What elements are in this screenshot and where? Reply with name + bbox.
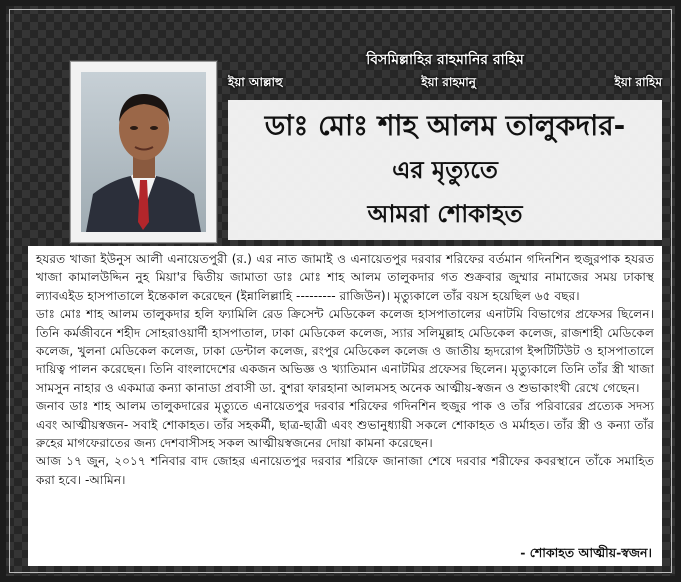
paragraph-funeral: আজ ১৭ জুন, ২০১৭ শনিবার বাদ জোহর এনায়েতপুর দরবার শরিফে জানাজা শেষে দরবার শরীফের কবরস্থানে তাঁকে সমাহিত করা হবে। -আমিন। bbox=[36, 454, 654, 487]
title-panel bbox=[228, 100, 662, 240]
body-text-panel bbox=[28, 246, 662, 566]
header-text-block bbox=[228, 48, 662, 240]
header-section bbox=[28, 28, 662, 240]
divine-name-2: ইয়া রাহমানু bbox=[421, 75, 476, 89]
title-line-death: এর মৃত্যুতে bbox=[392, 156, 498, 184]
divine-names-row bbox=[228, 74, 662, 94]
divine-name-3: ইয়া রাহিম bbox=[614, 75, 662, 89]
bismillah-text: বিসমিল্লাহির রাহমানির রাহিম bbox=[366, 52, 524, 68]
portrait-photo bbox=[81, 72, 206, 232]
title-line-grief: আমরা শোকাহত bbox=[367, 200, 523, 228]
signoff-text: - শোকাহত আত্মীয়-স্বজন। bbox=[520, 544, 652, 560]
paragraph-condolence: জনাব ডাঃ শাহ আলম তালুকদারের মৃত্যুতে এনায়েতপুর দরবার শরিফের গদিনশিন হুজুর পাক ও তাঁর পরিবারের প্রত্যেক সদস্য এবং আত্মীয়স্বজন- সবাই শোকাহত। তাঁর সহকর্মী, ছাত্র-ছাত্রী এবং শুভানুধ্যায়ী সকলে শোকাহত ও মর্মাহত। তাঁর স্ত্রী ও কন্যা তাঁর রুহের মাগফেরাতের জন্য দেশবাসীসহ সকল আত্মীয়স্বজনের দোয়া কামনা করেছেন। bbox=[36, 399, 654, 451]
divine-name-1: ইয়া আল্লাহু bbox=[228, 75, 283, 89]
portrait-icon bbox=[81, 72, 206, 232]
paragraph-death-announcement: হযরত খাজা ইউনুস আলী এনায়েতপুরী (র.) এর নাত জামাই ও এনায়েতপুর দরবার শরিফের বর্তমান গদিনশিন হুজুরপাক হযরত খাজা কামালউদ্দিন নুহ মিয়া'র দ্বিতীয় জামাতা ডাঃ মোঃ শাহ আলম তালুকদার গত শুক্রবার জুম্মার নামাজের সময় ঢাকাস্থ ল্যাবএইড হাসপাতালে ইন্তেকাল করেছেন (ইন্নালিল্লাহি --------- রাজিউন)। মৃত্যুকালে তাঁর বয়স হয়েছিল ৬৫ বছর। bbox=[36, 252, 654, 303]
paragraph-career: ডাঃ মোঃ শাহ আলম তালুকদার হলি ফ্যামিলি রেড ক্রিসেন্ট মেডিকেল কলেজ হাসপাতালের এনাটমি বিভাগের প্রফেসর ছিলেন। তিনি কর্মজীবনে শহীদ সোহরাওয়ার্দী হাসপাতাল, ঢাকা মেডিকেল কলেজ, স্যার সলিমুল্লাহ মেডিকেল কলেজ, রাজশাহী মেডিকেল কলেজ, খুলনা মেডিকেল কলেজ, ঢাকা ডেন্টাল কলেজ, রংপুর মেডিকেল কলেজ ও জাতীয় হৃদরোগ ইন্সটিটিউট ও হাসপাতালে দায়িত্ব পালন করেছেন। তিনি বাংলাদেশের একজন অভিজ্ঞ ও খ্যাতিমান এনাটমির প্রফেসর ছিলেন। মৃত্যুকালে তিনি তাঁর স্ত্রী খাজা সামসুন নাহার ও একমাত্র কন্যা কানাডা প্রবাসী ডা. বুশরা ফারহানা আলমসহ অনেক আত্মীয়-স্বজন ও শুভাকাংখী রেখে গেছেন। bbox=[36, 307, 654, 395]
title-line-name: ডাঃ মোঃ শাহ আলম তালুকদার- bbox=[264, 109, 626, 142]
photo-frame bbox=[70, 61, 217, 243]
